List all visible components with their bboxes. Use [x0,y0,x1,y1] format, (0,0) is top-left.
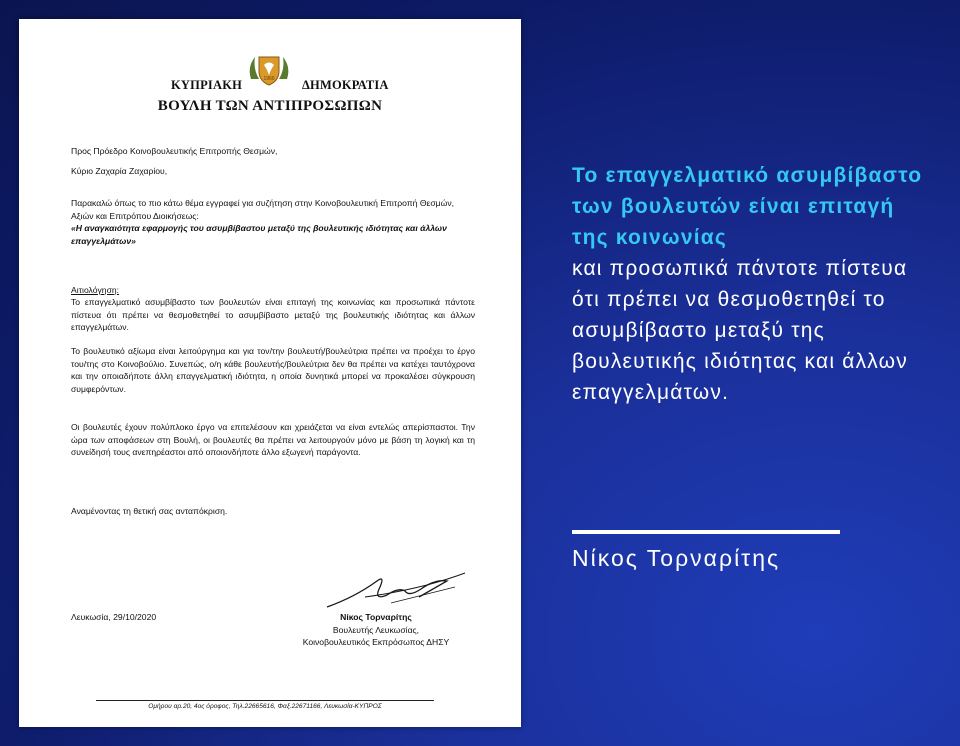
quote-text [572,160,928,408]
closing-line: Αναμένοντας τη θετική σας ανταπόκριση. [71,506,228,516]
quote-highlight: Το επαγγελματικό ασυμβίβαστο των βουλευτών είναι επιταγή της κοινωνίας [572,164,923,249]
salutation: Κύριο Ζαχαρία Ζαχαρίου, [71,166,168,176]
signer-block [281,611,471,649]
recipient-line: Προς Πρόεδρο Κοινοβουλευτικής Επιτροπής Θεσμών, [71,146,278,156]
header-republic-right: ΔΗΜΟΚΡΑΤΙΑ [302,78,389,92]
quote-author: Νίκος Τορναρίτης [572,545,781,571]
cyprus-coat-of-arms-icon [245,49,293,89]
paragraph-1: Το επαγγελματικό ασυμβίβαστο των βουλευτών είναι επιταγή της κοινωνίας και προσωπικά πάντοτε πίστευα ότι πρέπει να θεσμοθετηθεί το ασυμβίβαστο μεταξύ της βουλευτικής ιδιότητας και άλλων επαγγελμάτων. [71,297,475,332]
rationale-label: Αιτιολόγηση: [71,285,120,295]
request-text: Παρακαλώ όπως το πιο κάτω θέμα εγγραφεί για συζήτηση στην Κοινοβουλευτική Επιτροπή Θεσμών, Αξιών και Επιτρόπου Διοικήσεως: [71,198,455,221]
paragraph-2: Το βουλευτικό αξίωμα είναι λειτούργημα και για τον/την βουλευτή/βουλεύτρια πρέπει να προέχει το έργο του/της στο Κοινοβούλιο. Συνεπώς, ο/η κάθε βουλευτής/βουλεύτρια δεν θα πρέπει να κατέχει ταυτόχρονα και την οποιαδήποτε άλλη επαγγελματική ιδιότητα, η οποία δυνητικά μπορεί να προκαλέσει σύγκρουση συμφερόντων. [71,346,475,394]
paragraph-3: Οι βουλευτές έχουν πολύπλοκο έργο να επιτελέσουν και χρειάζεται να είναι εντελώς απερίσπαστοι. Την ώρα των αποφάσεων στη Βουλή, οι βουλευτές θα πρέπει να λειτουργούν μόνο με βάση τη λογική και τη συνείδησή τους ανεπηρέαστοι από οποιονδήποτε άλλο εξωγενή παράγοντα. [71,422,475,457]
signer-party-role: Κοινοβουλευτικός Εκπρόσωπος ΔΗΣΥ [302,637,450,647]
house-title: ΒΟΥΛΗ ΤΩΝ ΑΝΤΙΠΡΟΣΩΠΩΝ [157,98,383,114]
footer-address: Ομήρου αρ.20, 4ος όροφος, Τηλ.22665616, Φαξ.22671166, Λευκωσία-ΚΥΠΡΟΣ [148,703,382,710]
signer-name: Νίκος Τορναρίτης [340,612,412,622]
handwritten-signature [325,567,467,611]
footer-divider [96,700,434,701]
subject-line: «Η αναγκαιότητα εφαρμογής του ασυμβίβαστου μεταξύ της βουλευτικής ιδιότητας και άλλων επαγγελμάτων» [71,223,447,246]
quote-divider [572,530,840,534]
header-republic-left: ΚΥΠΡΙΑΚΗ [171,78,243,92]
quote-rest: και προσωπικά πάντοτε πίστευα ότι πρέπει να θεσμοθετηθεί το ασυμβίβαστο μεταξύ της βουλευτικής ιδιότητας και άλλων επαγγελμάτων. [572,257,908,404]
letter-page [19,19,521,727]
svg-text:1960: 1960 [263,76,275,82]
signer-role: Βουλευτής Λευκωσίας, [332,624,420,635]
place-date: Λευκωσία, 29/10/2020 [71,612,157,622]
